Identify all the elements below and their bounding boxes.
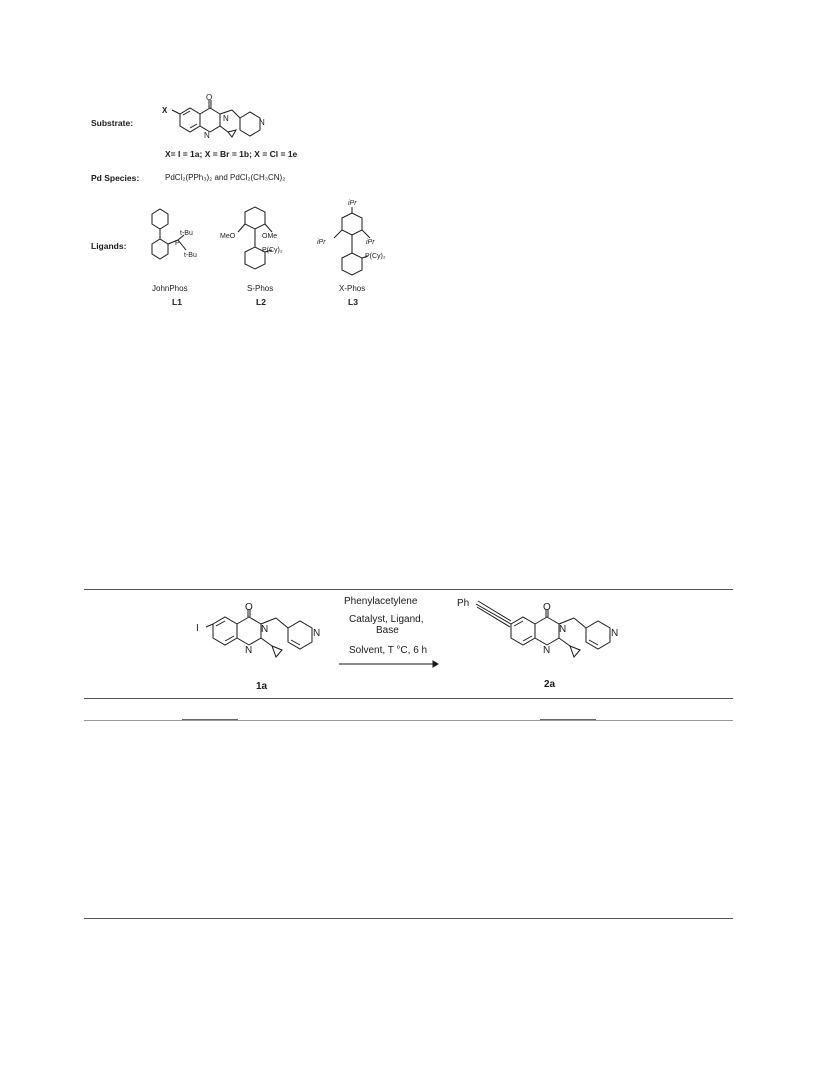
reactant-n2-atom: N	[245, 645, 253, 656]
johnphos-tbu-2: t-Bu	[184, 252, 197, 259]
product-n2-atom: N	[543, 645, 551, 656]
product-ph: Ph	[457, 598, 470, 609]
reagent-catalyst-ligand: Catalyst, Ligand,	[349, 614, 424, 625]
substrate-n2-atom: N	[204, 131, 210, 140]
reagent-base: Base	[376, 625, 399, 636]
ligand-code-l1: L1	[172, 297, 182, 307]
xphos-ipr-right: iPr	[366, 239, 375, 246]
reactant-label: 1a	[256, 681, 268, 692]
product-pyridine-n: N	[611, 628, 619, 639]
product-o-atom: O	[543, 602, 551, 613]
table-subrule-right	[540, 719, 596, 720]
reaction-conditions: Solvent, T °C, 6 h	[349, 645, 428, 656]
sphos-ome: OMe	[262, 233, 278, 240]
reactant-o-atom: O	[245, 602, 253, 613]
substrate-n-atom: N	[223, 114, 229, 123]
ligand-name-l3: X-Phos	[339, 284, 366, 293]
ligand-code-l3: L3	[348, 297, 358, 307]
substrate-label: Substrate:	[91, 118, 134, 128]
table-subrule-left	[182, 719, 238, 720]
sphos-pcy2: P(Cy)₂	[262, 247, 283, 254]
substrate-x-atom: X	[162, 106, 168, 115]
ligand-name-l2: S-Phos	[247, 284, 274, 293]
table-bottom-rule	[84, 918, 733, 919]
substrate-o-atom: O	[206, 93, 213, 102]
reactant-pyridine-n: N	[313, 628, 321, 639]
table-header-rule	[84, 720, 733, 721]
reactant-n-atom: N	[261, 624, 269, 635]
ligand-code-l2: L2	[256, 297, 266, 307]
xphos-pcy2: P(Cy)₂	[365, 253, 386, 260]
pd-species-label: Pd Species:	[91, 173, 140, 183]
scheme-mid-rule	[84, 698, 733, 699]
johnphos-p: P	[175, 240, 180, 247]
reactant-i-atom: I	[196, 623, 199, 634]
ligand-name-l1: JohnPhos	[152, 284, 188, 293]
xphos-ipr-left: iPr	[317, 239, 326, 246]
product-n-atom: N	[559, 624, 567, 635]
xphos-ipr-top: iPr	[348, 200, 357, 207]
johnphos-tbu-1: t-Bu	[180, 230, 193, 237]
ligands-label: Ligands:	[91, 241, 127, 251]
substrate-caption: X= I = 1a; X = Br = 1b; X = Cl = 1e	[165, 149, 298, 159]
reagent-phenylacetylene: Phenylacetylene	[344, 596, 418, 607]
sphos-meo: MeO	[220, 233, 236, 240]
pd-species-text: PdCl₂(PPh₃)₂ and PdCl₂(CH₃CN)₂	[165, 173, 286, 182]
substrate-pyridine-n: N	[259, 118, 265, 127]
product-label: 2a	[544, 679, 556, 690]
